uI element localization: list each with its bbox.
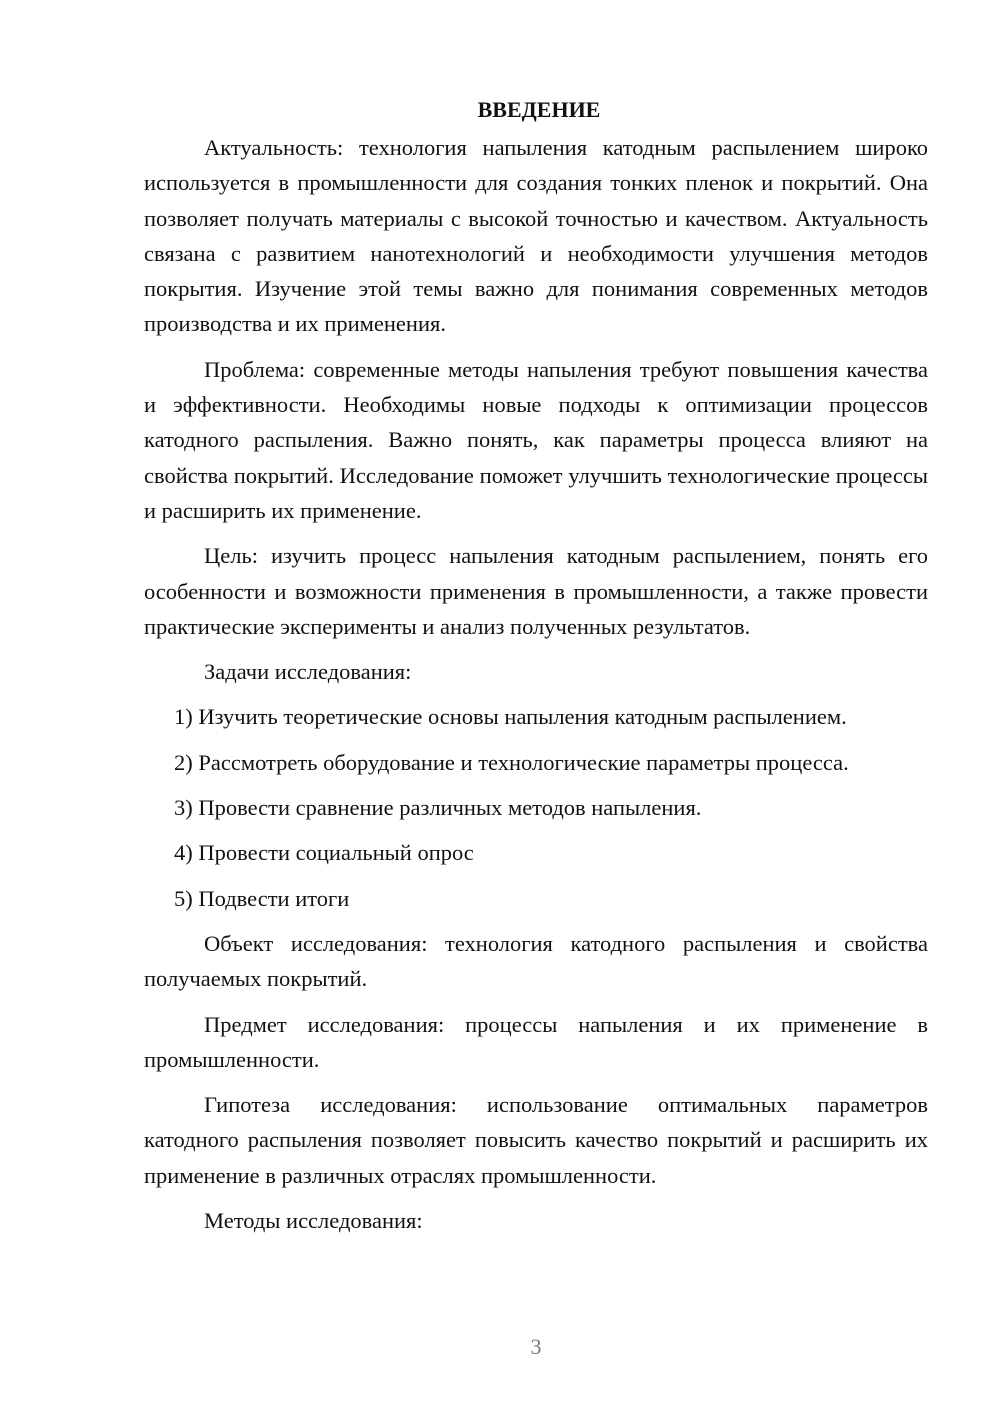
- relevance-paragraph: Актуальность: технология напыления катодным распылением широко используется в промышленности для создания тонких пленок и покрытий. Она позволяет получать материалы с высокой точностью и качеством. Актуальность связана с развитием нанотехнологий и необходимости улучшения методов покрытия. Изучение этой темы важно для понимания современных методов производства и их применения.: [144, 135, 928, 337]
- task-item: 1) Изучить теоретические основы напыления катодным распылением.: [174, 704, 847, 730]
- page-content: [144, 92, 928, 1248]
- goal-paragraph: Цель: изучить процесс напыления катодным распылением, понять его особенности и возможности применения в промышленности, а также провести практические эксперименты и анализ полученных результатов.: [144, 543, 928, 639]
- tasks-list: [144, 699, 928, 915]
- task-item: 5) Подвести итоги: [174, 885, 350, 911]
- problem-paragraph: Проблема: современные методы напыления требуют повышения качества и эффективности. Необходимы новые подходы к оптимизации процессов катодного распыления. Важно понять, как параметры процесса влияют на свойства покрытий. Исследование поможет улучшить технологические процессы и расширить их применение.: [144, 356, 928, 523]
- page-number: 3: [530, 1334, 542, 1359]
- methods-title: Методы исследования:: [204, 1208, 423, 1234]
- hypothesis-paragraph: Гипотеза исследования: использование оптимальных параметров катодного распыления позволяет повысить качество покрытий и расширить их применение в различных отраслях промышленности.: [144, 1092, 928, 1188]
- subject-paragraph: Предмет исследования: процессы напыления и их применение в промышленности.: [144, 1011, 928, 1072]
- section-heading: ВВЕДЕНИЕ: [477, 97, 601, 122]
- task-item: 3) Провести сравнение различных методов напыления.: [174, 795, 702, 821]
- task-item: 2) Рассмотреть оборудование и технологические параметры процесса.: [174, 749, 849, 775]
- tasks-title: Задачи исследования:: [204, 659, 412, 685]
- task-item: 4) Провести социальный опрос: [174, 840, 474, 866]
- object-paragraph: Объект исследования: технология катодного распыления и свойства получаемых покрытий.: [144, 930, 928, 992]
